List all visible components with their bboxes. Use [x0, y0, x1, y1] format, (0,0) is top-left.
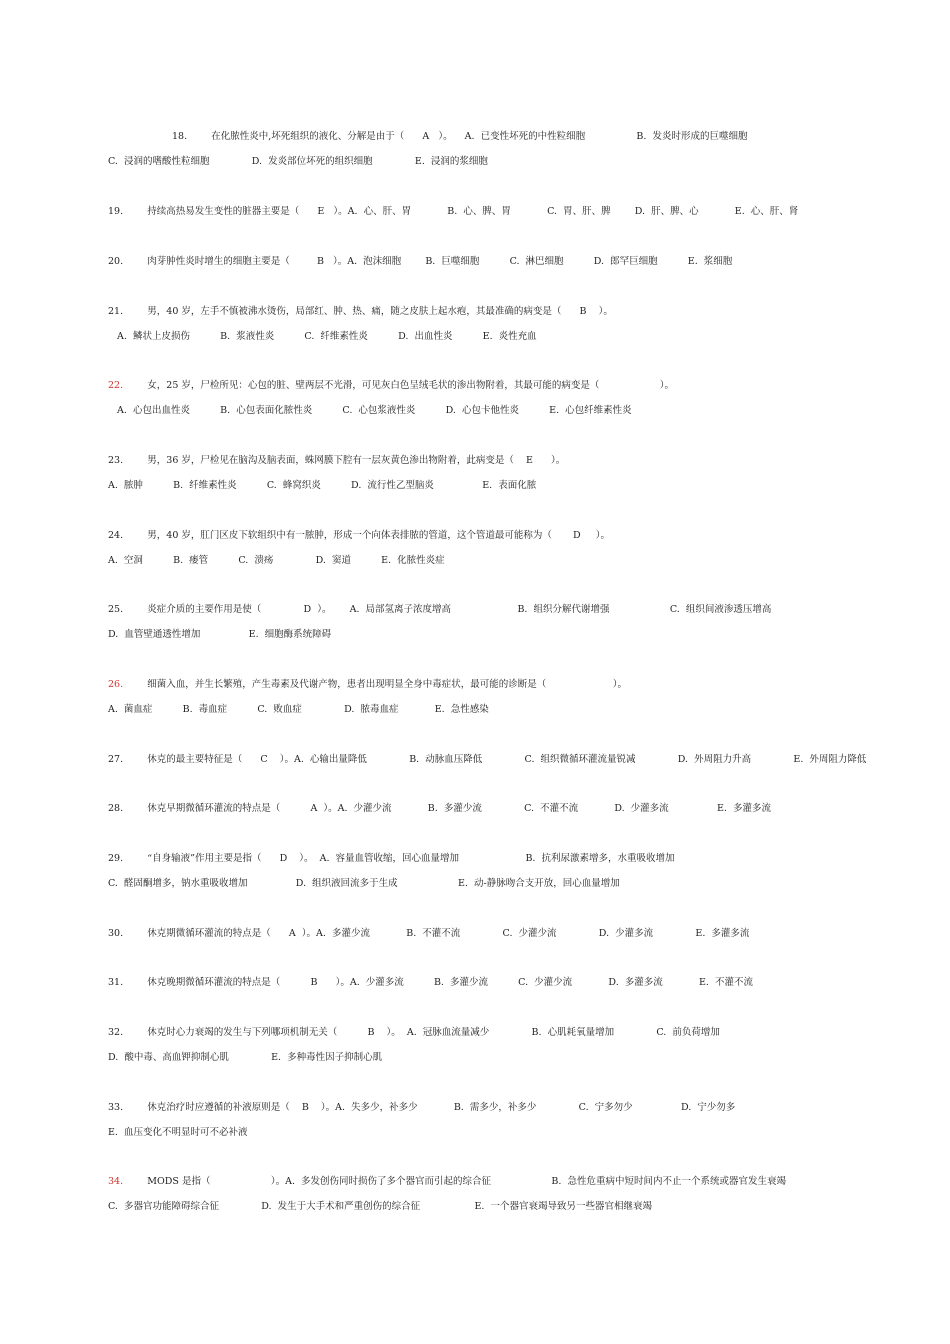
- question-number: 29.: [108, 853, 124, 864]
- question-30-line-1: [108, 928, 749, 940]
- question-text: MODS 是指（ ）。A. 多发创伤同时损伤了多个器官而引起的综合征 B. 急性危重病中短时间内不止一个系统或器官发生衰竭: [147, 1176, 786, 1187]
- question-text: 细菌入血，并生长繁殖，产生毒素及代谢产物，患者出现明显全身中毒症状，最可能的诊断是（ ）。: [147, 679, 627, 690]
- question-number: 24.: [108, 530, 124, 541]
- question-text: 肉芽肿性炎时增生的细胞主要是（ B ）。A. 泡沫细胞 B. 巨噬细胞 C. 淋巴细胞 D. 郎罕巨细胞 E. 浆细胞: [147, 256, 733, 267]
- question-number: 27.: [108, 754, 124, 765]
- question-24-line-2: A. 空洞 B. 瘘管 C. 溃疡 D. 窦道 E. 化脓性炎症: [108, 555, 445, 566]
- question-34-line-2: C. 多器官功能障碍综合征 D. 发生于大手术和严重创伤的综合征 E. 一个器官衰竭导致另一些器官相继衰竭: [108, 1201, 652, 1212]
- question-text: 女，25 岁，尸检所见：心包的脏、壁两层不光滑，可见灰白色呈绒毛状的渗出物附着，其最可能的病变是（ ）。: [147, 380, 675, 391]
- question-number: 26.: [108, 679, 124, 690]
- question-text: 在化脓性炎中,坏死组织的液化、分解是由于（ A ）。 A. 已变性坏死的中性粒细胞 B. 发炎时形成的巨噬细胞: [211, 131, 748, 142]
- question-33-line-2: E. 血压变化不明显时可不必补液: [108, 1127, 248, 1138]
- question-number: 33.: [108, 1102, 124, 1113]
- question-29-line-2: C. 醛固酮增多，钠水重吸收增加 D. 组织液回流多于生成 E. 动-静脉吻合支开放，回心血量增加: [108, 878, 620, 889]
- question-22-line-2: A. 心包出血性炎 B. 心包表面化脓性炎 C. 心包浆液性炎 D. 心包卡他性炎 E. 心包纤维素性炎: [108, 405, 632, 416]
- question-24-line-1: [108, 530, 610, 542]
- question-text: 男，36 岁，尸检见在脑沟及脑表面，蛛网膜下腔有一层灰黄色渗出物附着，此病变是（ E ）。: [147, 455, 566, 466]
- question-20-line-1: [108, 256, 732, 268]
- question-26-line-2: A. 菌血症 B. 毒血症 C. 败血症 D. 脓毒血症 E. 急性感染: [108, 704, 489, 715]
- question-number: 22.: [108, 380, 124, 391]
- question-text: “自身输液”作用主要是指（ D ）。 A. 容量血管收缩，回心血量增加 B. 抗利尿激素增多，水重吸收增加: [147, 853, 675, 864]
- question-18-line-1: [172, 131, 747, 143]
- question-number: 32.: [108, 1027, 124, 1038]
- question-text: 炎症介质的主要作用是使（ D ）。 A. 局部氢离子浓度增高 B. 组织分解代谢增强 C. 组织间液渗透压增高: [147, 604, 772, 615]
- question-28-line-1: [108, 803, 771, 815]
- question-21-line-1: [108, 306, 613, 318]
- question-text: 休克治疗时应遵循的补液原则是（ B ）。A. 失多少，补多少 B. 需多少，补多少 C. 宁多勿少 D. 宁少勿多: [147, 1102, 736, 1113]
- question-31-line-1: [108, 977, 753, 989]
- question-23-line-2: A. 脓肿 B. 纤维素性炎 C. 蜂窝织炎 D. 流行性乙型脑炎 E. 表面化脓: [108, 480, 537, 491]
- question-32-line-1: [108, 1027, 720, 1039]
- question-number: 21.: [108, 306, 124, 317]
- question-number: 34.: [108, 1176, 124, 1187]
- question-23-line-1: [108, 455, 565, 467]
- question-text: 持续高热易发生变性的脏器主要是（ E ）。A. 心、肝、胃 B. 心、脾、胃 C. 胃、肝、脾 D. 肝、脾、心 E. 心、肝、肾: [147, 206, 799, 217]
- question-number: 23.: [108, 455, 124, 466]
- question-text: 休克晚期微循环灌流的特点是（ B ）。A. 少灌多流 B. 多灌少流 C. 少灌少流 D. 多灌多流 E. 不灌不流: [147, 977, 753, 988]
- question-33-line-1: [108, 1102, 735, 1114]
- question-text: 男，40 岁，肛门区皮下软组织中有一脓肿，形成一个向体表排脓的管道，这个管道最可能称为（ D ）。: [147, 530, 610, 541]
- question-text: 休克的最主要特征是（ C ）。A. 心输出量降低 B. 动脉血压降低 C. 组织微循环灌流量锐减 D. 外周阻力升高 E. 外周阻力降低: [147, 754, 867, 765]
- question-text: 休克早期微循环灌流的特点是（ A ）。A. 少灌少流 B. 多灌少流 C. 不灌不流 D. 少灌多流 E. 多灌多流: [147, 803, 771, 814]
- question-number: 19.: [108, 206, 124, 217]
- question-21-line-2: A. 鳞状上皮损伤 B. 浆液性炎 C. 纤维素性炎 D. 出血性炎 E. 炎性充血: [108, 331, 537, 342]
- question-text: 休克时心力衰竭的发生与下列哪项机制无关（ B ）。 A. 冠脉血流量减少 B. 心肌耗氧量增加 C. 前负荷增加: [147, 1027, 720, 1038]
- question-18-line-2: C. 浸润的嗜酸性粒细胞 D. 发炎部位坏死的组织细胞 E. 浸润的浆细胞: [108, 156, 488, 167]
- question-text: 休克期微循环灌流的特点是（ A ）。A. 多灌少流 B. 不灌不流 C. 少灌少流 D. 少灌多流 E. 多灌多流: [147, 928, 750, 939]
- question-25-line-1: [108, 604, 771, 616]
- question-number: 20.: [108, 256, 124, 267]
- question-22-line-1: [108, 380, 674, 392]
- question-text: 男，40 岁，左手不慎被沸水烫伤，局部红、肿、热、痛，随之皮肤上起水疱，其最准确的病变是（ B ）。: [147, 306, 613, 317]
- question-27-line-1: [108, 754, 866, 766]
- question-number: 25.: [108, 604, 124, 615]
- question-number: 28.: [108, 803, 124, 814]
- question-32-line-2: D. 酸中毒、高血钾抑制心肌 E. 多种毒性因子抑制心肌: [108, 1052, 383, 1063]
- question-25-line-2: D. 血管壁通透性增加 E. 细胞酶系统障碍: [108, 629, 332, 640]
- question-29-line-1: [108, 853, 675, 865]
- question-number: 30.: [108, 928, 124, 939]
- question-34-line-1: [108, 1176, 786, 1188]
- question-26-line-1: [108, 679, 627, 691]
- question-number: 18.: [172, 131, 188, 142]
- question-19-line-1: [108, 206, 798, 218]
- question-number: 31.: [108, 977, 124, 988]
